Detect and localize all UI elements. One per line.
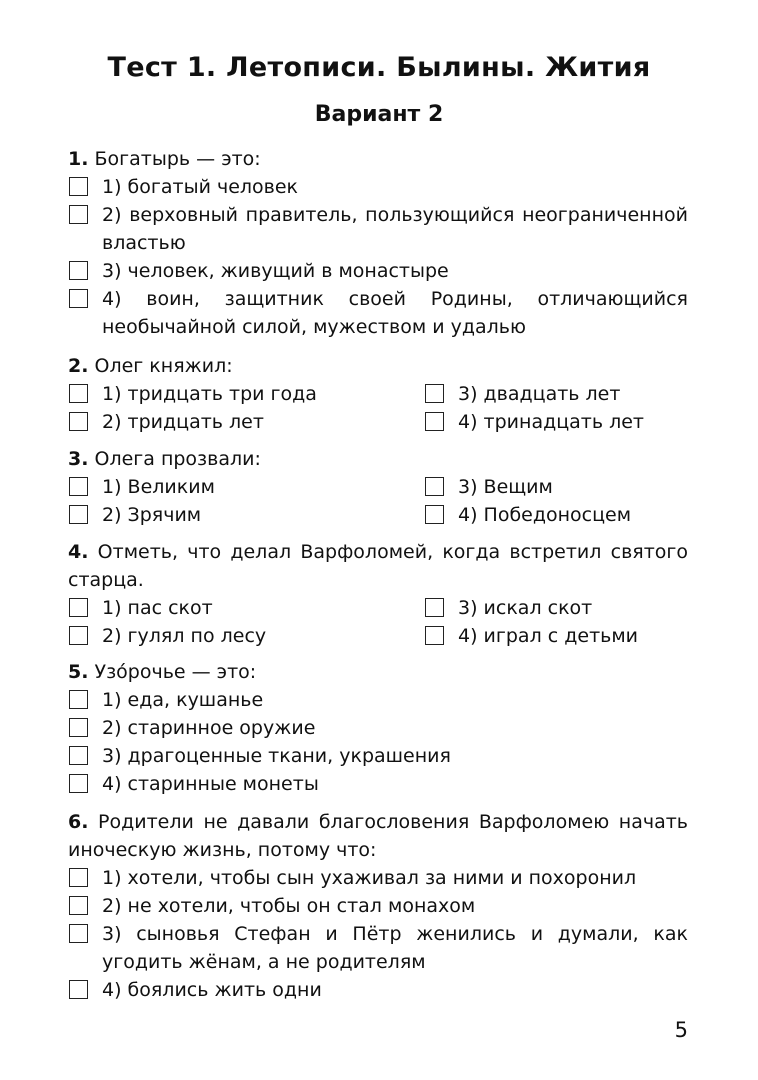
question-5-heading: 5. Узóрочье — это: [68, 661, 257, 683]
checkbox[interactable] [69, 477, 88, 496]
question-1-heading: 1. Богатырь — это: [68, 148, 261, 170]
page-number: 5 [674, 1018, 688, 1042]
q2-option-1[interactable]: 1) тридцать три года [68, 380, 424, 408]
checkbox[interactable] [425, 384, 444, 403]
question-2 [68, 352, 688, 436]
q4-option-4[interactable]: 4) играл с детьми [424, 622, 688, 650]
q4-option-3[interactable]: 3) искал скот [424, 594, 688, 622]
q3-option-3[interactable]: 3) Вещим [424, 473, 688, 501]
q3-option-2[interactable]: 2) Зрячим [68, 501, 424, 529]
q1-option-4[interactable]: 4) воин, защитник своей Родины, отличающийся необычайной силой, мужеством и удалью [68, 285, 688, 341]
checkbox[interactable] [69, 774, 88, 793]
checkbox[interactable] [69, 690, 88, 709]
checkbox[interactable] [69, 896, 88, 915]
question-2-heading: 2. Олег княжил: [68, 355, 233, 377]
q1-option-3[interactable]: 3) человек, живущий в монастыре [68, 257, 688, 285]
question-4 [68, 538, 688, 650]
q5-option-2[interactable]: 2) старинное оружие [68, 714, 688, 742]
q3-option-4[interactable]: 4) Победоносцем [424, 501, 688, 529]
checkbox[interactable] [425, 598, 444, 617]
question-3 [68, 445, 688, 529]
checkbox[interactable] [69, 412, 88, 431]
checkbox[interactable] [69, 598, 88, 617]
checkbox[interactable] [69, 177, 88, 196]
checkbox[interactable] [69, 746, 88, 765]
q6-option-2[interactable]: 2) не хотели, чтобы он стал монахом [68, 892, 688, 920]
checkbox[interactable] [69, 261, 88, 280]
checkbox[interactable] [425, 626, 444, 645]
question-6-heading: 6. Родители не давали благословения Варфоломею начать иноческую жизнь, потому что: [68, 811, 689, 861]
q5-option-3[interactable]: 3) драгоценные ткани, украшения [68, 742, 688, 770]
checkbox[interactable] [425, 412, 444, 431]
q6-option-3[interactable]: 3) сыновья Стефан и Пётр женились и думали, как угодить жёнам, а не родителям [68, 920, 688, 976]
q2-option-3[interactable]: 3) двадцать лет [424, 380, 688, 408]
checkbox[interactable] [69, 626, 88, 645]
checkbox[interactable] [69, 384, 88, 403]
checkbox[interactable] [69, 505, 88, 524]
q5-option-1[interactable]: 1) еда, кушанье [68, 686, 688, 714]
q6-option-4[interactable]: 4) боялись жить одни [68, 976, 688, 1004]
question-3-heading: 3. Олега прозвали: [68, 448, 261, 470]
checkbox[interactable] [425, 505, 444, 524]
q5-option-4[interactable]: 4) старинные монеты [68, 770, 688, 798]
question-5 [68, 658, 688, 798]
q2-option-2[interactable]: 2) тридцать лет [68, 408, 424, 436]
checkbox[interactable] [69, 980, 88, 999]
checkbox[interactable] [69, 718, 88, 737]
q3-option-1[interactable]: 1) Великим [68, 473, 424, 501]
q2-option-4[interactable]: 4) тринадцать лет [424, 408, 688, 436]
q4-option-2[interactable]: 2) гулял по лесу [68, 622, 424, 650]
question-4-heading: 4. Отметь, что делал Варфоломей, когда встретил святого старца. [68, 541, 688, 591]
checkbox[interactable] [69, 868, 88, 887]
test-title: Тест 1. Летописи. Былины. Жития [107, 52, 651, 83]
q6-option-1[interactable]: 1) хотели, чтобы сын ухаживал за ними и похоронил [68, 864, 688, 892]
question-1 [68, 145, 688, 341]
checkbox[interactable] [69, 205, 88, 224]
checkbox[interactable] [425, 477, 444, 496]
checkbox[interactable] [69, 289, 88, 308]
q1-option-2[interactable]: 2) верховный правитель, пользующийся неограниченной властью [68, 201, 688, 257]
checkbox[interactable] [69, 924, 88, 943]
variant-title: Вариант 2 [314, 102, 444, 127]
q4-option-1[interactable]: 1) пас скот [68, 594, 424, 622]
question-6 [68, 808, 688, 1004]
q1-option-1[interactable]: 1) богатый человек [68, 173, 688, 201]
